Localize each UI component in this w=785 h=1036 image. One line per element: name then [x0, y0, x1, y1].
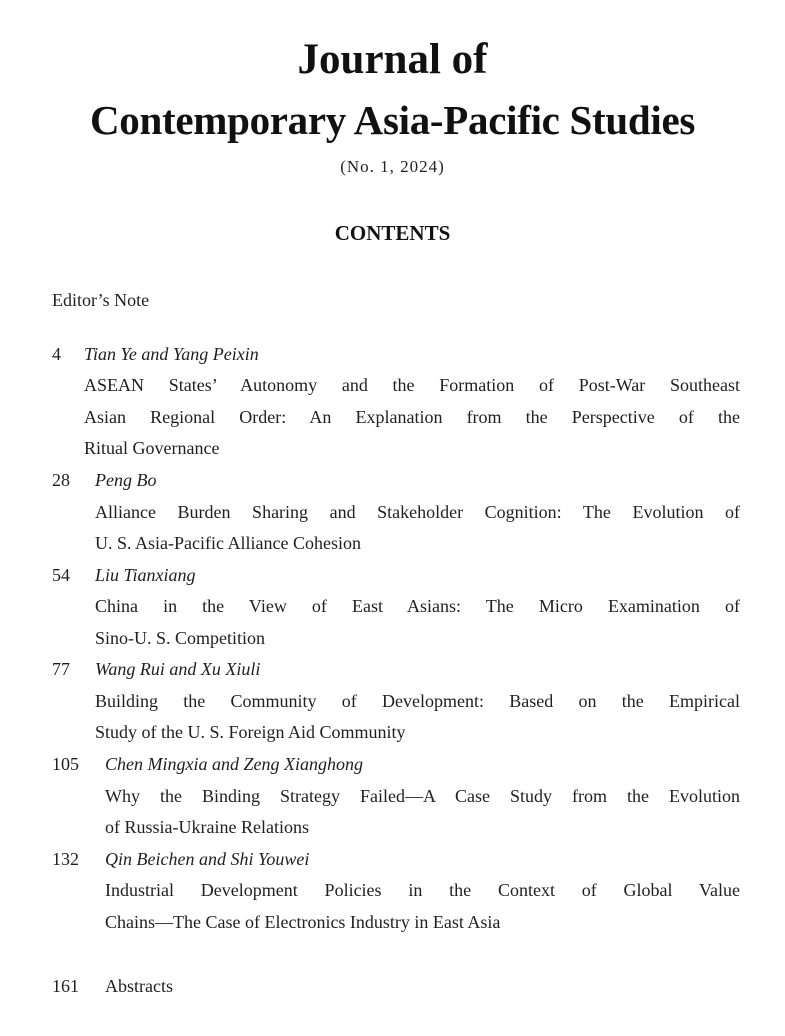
journal-title-line1: Journal of: [297, 36, 488, 83]
entry-authors: Qin Beichen and Shi Youwei: [105, 849, 310, 869]
entry-title-line[interactable]: China in the View of East Asians: The Micro Examination of: [95, 596, 740, 616]
entry-authors: Liu Tianxiang: [95, 565, 196, 585]
entry-page-number: 77: [52, 659, 70, 679]
entry-page-number: 4: [52, 344, 61, 364]
entry-authors: Peng Bo: [95, 470, 157, 490]
abstracts-link[interactable]: Abstracts: [105, 976, 173, 996]
editors-note[interactable]: Editor’s Note: [52, 290, 150, 310]
entry-title-line[interactable]: Why the Binding Strategy Failed—A Case Study from the Evolution: [105, 786, 740, 806]
entry-title-line[interactable]: Industrial Development Policies in the Context of Global Value: [105, 880, 740, 900]
entry-title-line[interactable]: Study of the U. S. Foreign Aid Community: [95, 722, 406, 742]
entry-title-line[interactable]: ASEAN States’ Autonomy and the Formation of Post-War Southeast: [84, 375, 740, 395]
entry-authors: Chen Mingxia and Zeng Xianghong: [105, 754, 363, 774]
contents-heading: CONTENTS: [334, 221, 451, 245]
entry-title-line[interactable]: Asian Regional Order: An Explanation from the Perspective of the: [84, 407, 740, 427]
entry-title-line[interactable]: Chains—The Case of Electronics Industry in East Asia: [105, 912, 501, 932]
entry-title-line[interactable]: Building the Community of Development: Based on the Empirical: [95, 691, 740, 711]
entry-authors: Wang Rui and Xu Xiuli: [95, 659, 261, 679]
entry-title-line[interactable]: Ritual Governance: [84, 438, 220, 458]
entry-page-number: 105: [52, 754, 79, 774]
entry-title-line[interactable]: Sino-U. S. Competition: [95, 628, 266, 648]
entry-title-line[interactable]: of Russia-Ukraine Relations: [105, 817, 309, 837]
issue-number: (No. 1, 2024): [340, 157, 445, 176]
abstracts-page-number: 161: [52, 976, 79, 996]
journal-title-line2: Contemporary Asia-Pacific Studies: [89, 97, 696, 143]
entry-authors: Tian Ye and Yang Peixin: [84, 344, 259, 364]
entry-title-line[interactable]: Alliance Burden Sharing and Stakeholder Cognition: The Evolution of: [95, 502, 740, 522]
entry-page-number: 54: [52, 565, 70, 585]
entry-title-line[interactable]: U. S. Asia-Pacific Alliance Cohesion: [95, 533, 361, 553]
entry-page-number: 28: [52, 470, 70, 490]
entry-page-number: 132: [52, 849, 79, 869]
